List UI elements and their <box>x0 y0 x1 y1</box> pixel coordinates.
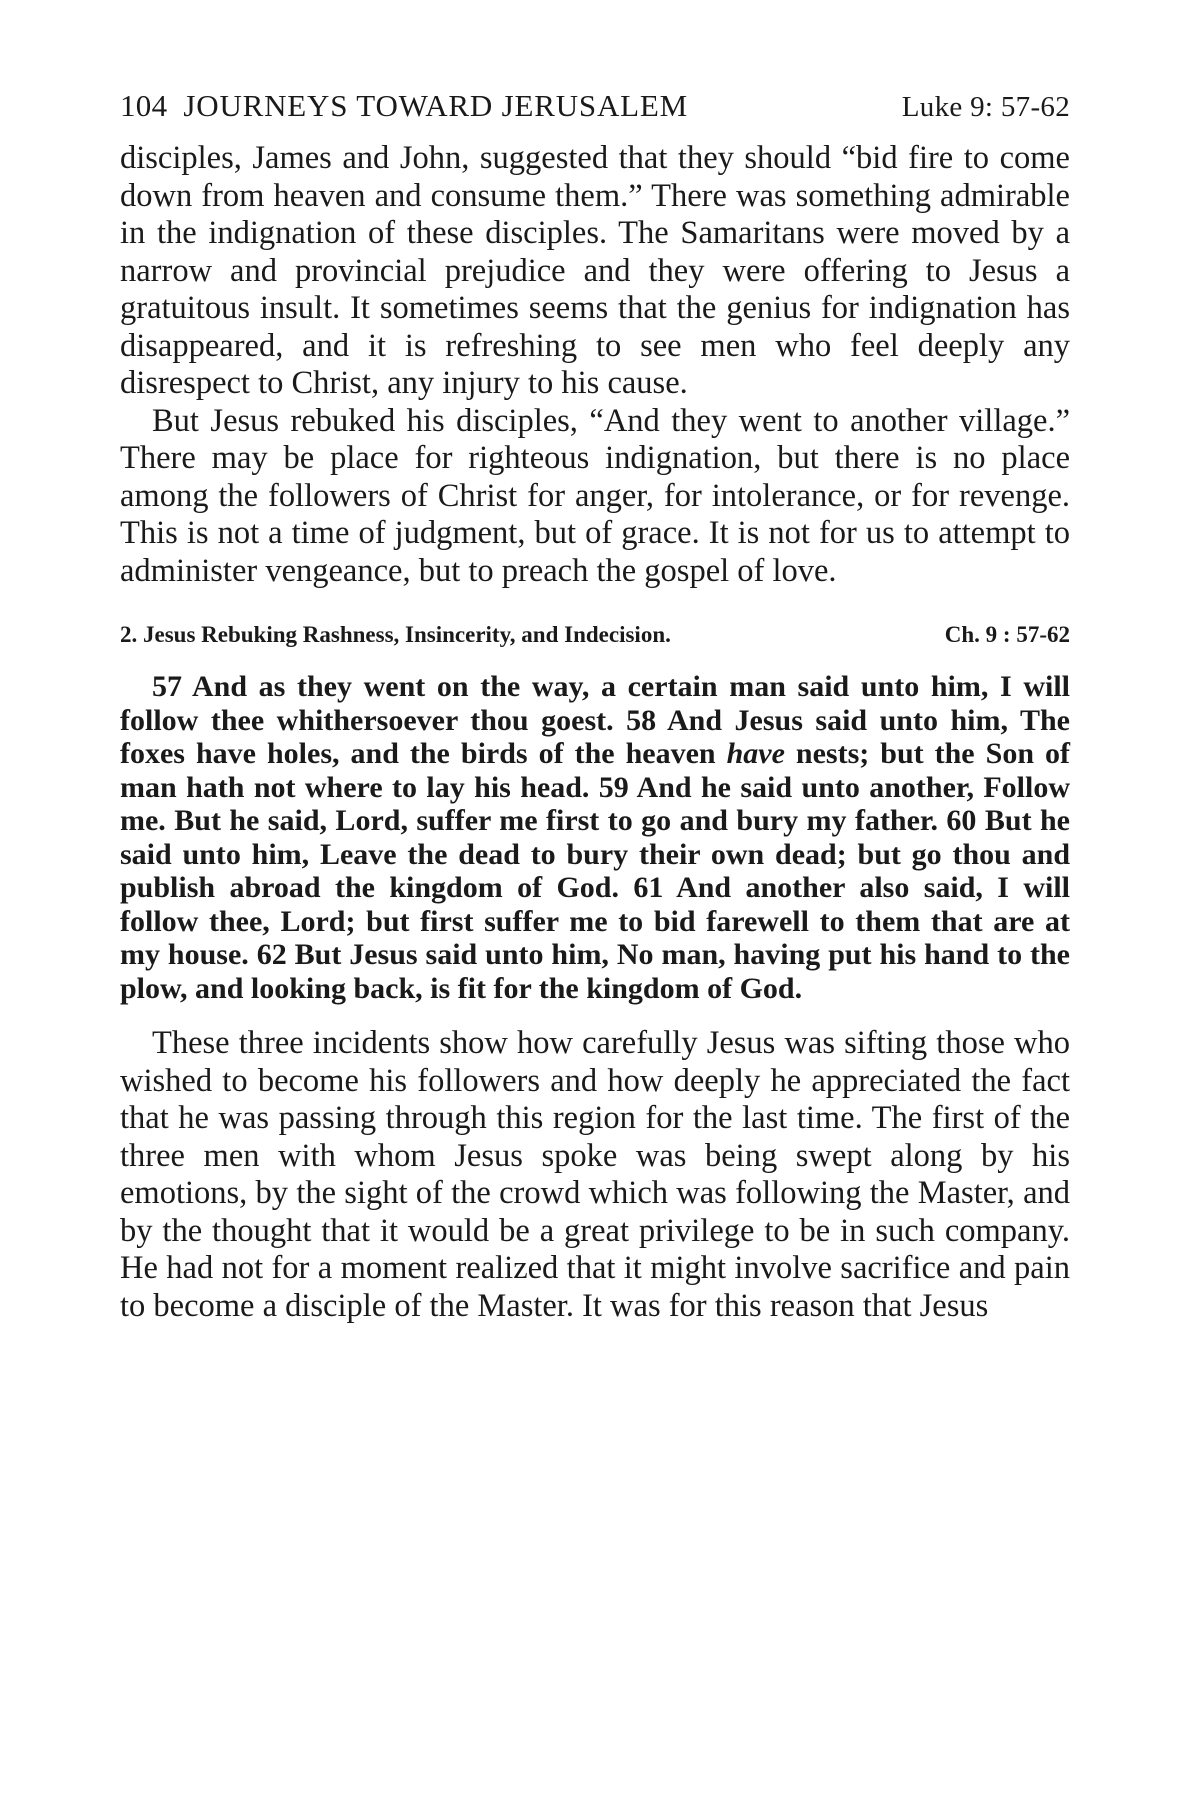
book-page <box>120 88 1070 1325</box>
page-number: 104 <box>120 88 168 123</box>
scripture-emphasis: have <box>726 737 785 770</box>
paragraph-continued: disciples, James and John, suggested that they should “bid fire to come down from heaven and consume them.” There was something admirable in the indignation of these disciples. The Samaritans were moved by a narrow and provincial prejudice and they were offering to Jesus a gratuitous insult. It sometimes seems that the genius for indignation has disappeared, and it is refreshing to see men who feel deeply any disrespect to Christ, any injury to his cause. <box>120 140 1070 401</box>
section-reference: Ch. 9 : 57-62 <box>944 622 1070 647</box>
book-title: JOURNEYS TOWARD JERUSALEM <box>183 88 688 123</box>
section-heading <box>120 622 1070 648</box>
scripture-text-part2: nests; but the Son of man hath not where to lay his head. 59 And he said unto another, Follow me. But he said, Lord, suffer me first to go and bury my father. 60 But he said unto him, Leave the dead to bury their own dead; but go thou and publish abroad the kingdom of God. 61 And another also said, I will follow thee, Lord; but first suffer me to bid farewell to them that are at my house. 62 But Jesus said unto him, No man, having put his hand to the plow, and looking back, is fit for the kingdom of God. <box>120 737 1070 1005</box>
paragraph: But Jesus rebuked his disciples, “And they went to another village.” There may be place for righteous indignation, but there is no place among the followers of Christ for anger, for intolerance, or for revenge. This is not a time of judgment, but of grace. It is not for us to attempt to administer vengeance, but to preach the gospel of love. <box>120 402 1070 589</box>
running-head <box>120 88 1070 140</box>
scripture-text-part1: 57 And as they went on the way, a certain man said unto him, I will follow thee whithersoever thou goest. 58 And Jesus said unto him, The foxes have holes, and the birds of the heaven <box>120 670 1070 770</box>
commentary-paragraph: These three incidents show how carefully Jesus was sifting those who wished to become his followers and how deeply he appreciated the fact that he was passing through this region for the last time. The first of the three men with whom Jesus spoke was being swept along by his emotions, by the sight of the crowd which was following the Master, and by the thought that it would be a great privilege to be in such company. He had not for a moment realized that it might involve sacrifice and pain to become a disciple of the Master. It was for this reason that Jesus <box>120 1025 1070 1324</box>
scripture-passage <box>120 670 1070 1005</box>
header-reference: Luke 9: 57-62 <box>901 91 1070 123</box>
section-title: 2. Jesus Rebuking Rashness, Insincerity, and Indecision. <box>120 622 671 647</box>
